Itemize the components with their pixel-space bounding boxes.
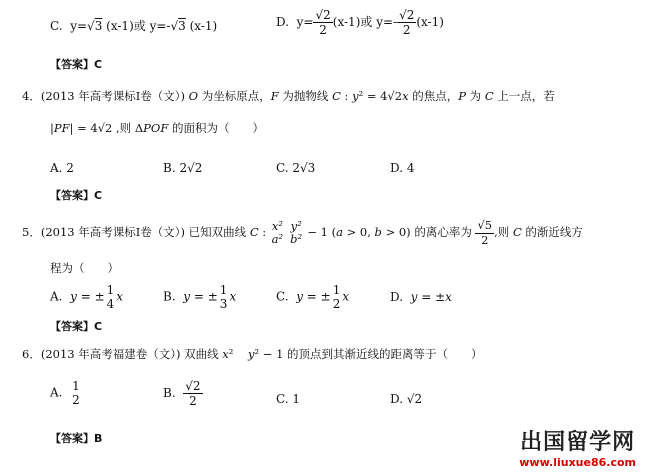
- watermark-logo: [519, 425, 636, 469]
- q4-option-a: A. 2: [50, 161, 74, 175]
- q6-option-b: B. $\frac{√2}{2}$: [163, 379, 201, 408]
- q5-option-a: A. y = ± 1 4 x: [50, 283, 124, 311]
- watermark-url: www.liuxue86.com: [519, 456, 636, 469]
- q3-option-d: D. y= $\frac{√2}{2}$ (x-1)或 y=- $\frac{√2}{2}$ (x-1): [276, 8, 444, 37]
- q4-stem-line2: |PF| = 4√2 ,则 ΔPOF 的面积为（ ）: [50, 121, 264, 135]
- q4-option-b: B. 2√2: [163, 161, 203, 175]
- q5-stem-line2: 程为（ ）: [50, 261, 119, 275]
- q6-option-c: C. 1: [276, 392, 301, 406]
- q4-answer: 【答案】C: [50, 189, 103, 202]
- q5-stem-line1: 5．(2013 年高考课标Ⅰ卷（文）) 已知双曲线 C : x² a² y² b² − 1 (a > 0, b > 0) 的离心率为 $\frac{√5}{2}$ ,则 C 的渐近线方: [22, 218, 583, 247]
- q3-option-c: C. y=√3 (x-1)或 y=-√3 (x-1): [50, 19, 218, 33]
- q4-stem-line1: 4．(2013 年高考课标Ⅰ卷（文）) O 为坐标原点，F 为抛物线 C : y² = 4√2x 的焦点，P 为 C 上一点，若: [22, 89, 555, 103]
- q6-option-d: D. √2: [390, 392, 423, 406]
- q6-stem: 6．(2013 年高考福建卷（文）) 双曲线 x² y² − 1 的顶点到其渐近线的距离等于（ ）: [22, 347, 483, 361]
- q5-option-c: C. y = ± 1 2 x: [276, 283, 350, 311]
- watermark-title: 出国留学网: [520, 430, 636, 455]
- q5-option-b: B. y = ± 1 3 x: [163, 283, 237, 311]
- q6-option-a: A. 1 2: [50, 379, 80, 407]
- q4-option-d: D. 4: [390, 161, 415, 175]
- q5-answer: 【答案】C: [50, 320, 103, 333]
- q3-answer: 【答案】C: [50, 58, 103, 71]
- q5-option-d: D. y = ±x: [390, 290, 452, 304]
- q6-answer: 【答案】B: [50, 432, 103, 445]
- q4-option-c: C. 2√3: [276, 161, 316, 175]
